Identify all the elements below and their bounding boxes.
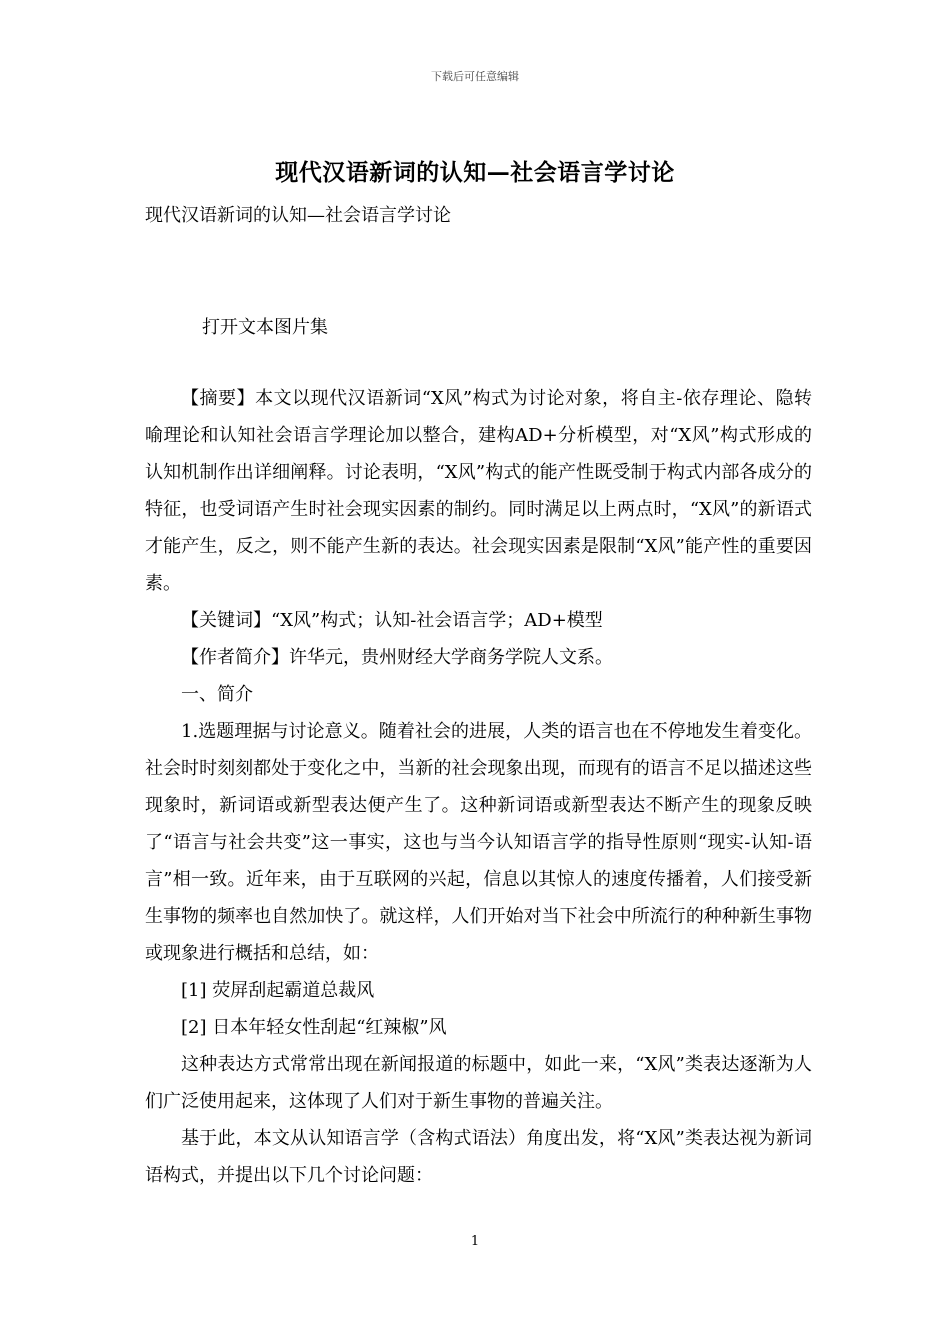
document-body (145, 380, 812, 1194)
page-number: 1 (470, 1234, 480, 1249)
open-image-gallery-link[interactable]: 打开文本图片集 (202, 317, 328, 338)
example-item: [2] 日本年轻女性刮起“红辣椒”风 (181, 1017, 447, 1038)
abstract-paragraph: 【摘要】本文以现代汉语新词“X风”构式为讨论对象，将自主-依存理论、隐转喻理论和认知社会语言学理论加以整合，建构AD+分析模型，对“X风”构式形成的认知机制作出详细阐释。讨论表明，“X风”构式的能产性既受制于构式内部各成分的特征，也受词语产生时社会现实因素的制约。同时满足以上两点时，“X风”的新语式才能产生，反之，则不能产生新的表达。社会现实因素是限制“X风”能产性的重要因素。 (145, 388, 812, 594)
page-header: 下载后可任意编辑 (431, 70, 519, 83)
document-title: 现代汉语新词的认知—社会语言学讨论 (275, 159, 675, 186)
author-paragraph: 【作者简介】许华元，贵州财经大学商务学院人文系。 (181, 647, 613, 668)
keywords-paragraph: 【关键词】“X风”构式；认知-社会语言学；AD+模型 (181, 610, 603, 631)
example-item: [1] 荧屏刮起霸道总裁风 (181, 980, 375, 1001)
section-heading: 一、简介 (181, 684, 253, 705)
document-subtitle: 现代汉语新词的认知—社会语言学讨论 (145, 205, 451, 226)
body-paragraph: 1.选题理据与讨论意义。随着社会的进展，人类的语言也在不停地发生着变化。社会时时刻刻都处于变化之中，当新的社会现象出现，而现有的语言不足以描述这些现象时，新词语或新型表达便产生了。这种新词语或新型表达不断产生的现象反映了“语言与社会共变”这一事实，这也与当今认知语言学的指导性原则“现实-认知-语言”相一致。近年来，由于互联网的兴起，信息以其惊人的速度传播着，人们接受新生事物的频率也自然加快了。就这样，人们开始对当下社会中所流行的种种新生事物或现象进行概括和总结，如： (145, 721, 812, 964)
body-paragraph: 这种表达方式常常出现在新闻报道的标题中，如此一来，“X风”类表达逐渐为人们广泛使用起来，这体现了人们对于新生事物的普遍关注。 (145, 1054, 812, 1112)
body-paragraph: 基于此，本文从认知语言学（含构式语法）角度出发，将“X风”类表达视为新词语构式，并提出以下几个讨论问题： (145, 1128, 812, 1186)
